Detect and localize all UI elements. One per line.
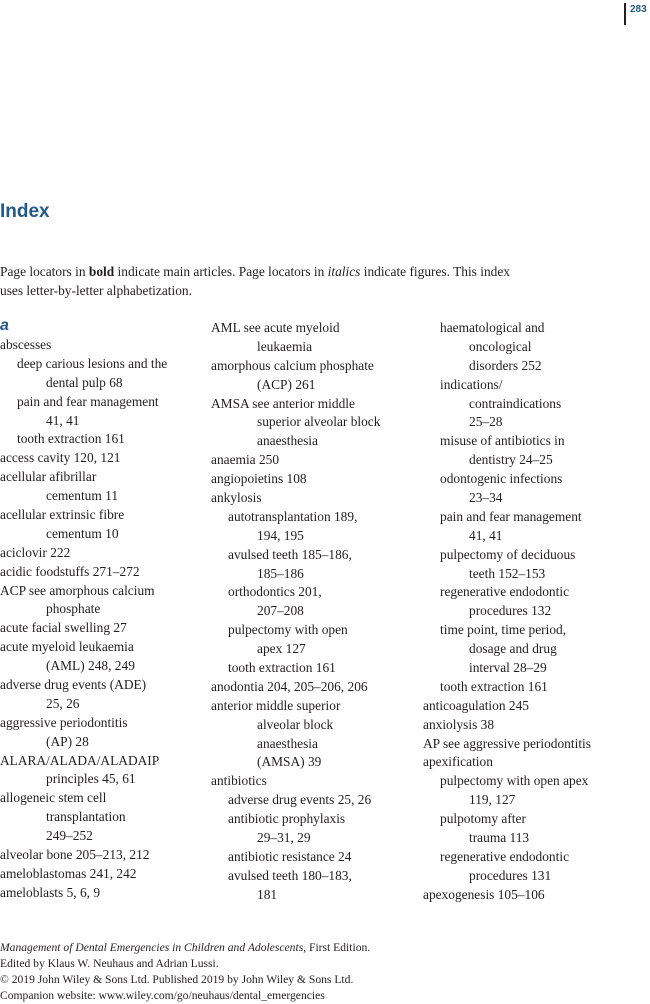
index-entry: avulsed teeth 180–183, bbox=[228, 867, 352, 883]
index-entry: ameloblasts 5, 6, 9 bbox=[0, 884, 101, 900]
index-entry: anodontia 204, 205–206, 206 bbox=[211, 678, 368, 694]
index-entry: apex 127 bbox=[257, 641, 306, 657]
index-entry: dentistry 24–25 bbox=[469, 452, 553, 468]
index-entry: AML see acute myeloid bbox=[211, 320, 340, 335]
index-entry: transplantation bbox=[46, 809, 126, 825]
footer-editors: Edited by Klaus W. Neuhaus and Adrian Lussi. bbox=[0, 957, 219, 970]
index-entry: autotransplantation 189, bbox=[228, 508, 358, 524]
index-entry: access cavity 120, 121 bbox=[0, 450, 121, 466]
index-entry: interval 28–29 bbox=[469, 660, 547, 676]
index-entry: aggressive periodontitis bbox=[0, 714, 128, 730]
index-entry: anxiolysis 38 bbox=[423, 716, 495, 732]
index-entry: 23–34 bbox=[469, 490, 503, 506]
index-entry: dosage and drug bbox=[469, 641, 557, 657]
index-entry: allogeneic stem cell bbox=[0, 790, 107, 806]
index-entry: antibiotic resistance 24 bbox=[228, 848, 352, 864]
index-entry: cementum 10 bbox=[46, 525, 119, 541]
index-entry: alveolar bone 205–213, 212 bbox=[0, 847, 150, 863]
index-entry: leukaemia bbox=[257, 338, 313, 354]
index-entry: indications/ bbox=[440, 376, 503, 392]
index-entry: phosphate bbox=[46, 601, 101, 617]
index-entry: procedures 131 bbox=[469, 867, 552, 883]
index-entry: oncological bbox=[469, 338, 532, 354]
index-entry: 25–28 bbox=[469, 414, 503, 430]
index-entry: anticoagulation 245 bbox=[423, 697, 529, 713]
index-entry: avulsed teeth 185–186, bbox=[228, 546, 352, 562]
index-entry: (ACP) 261 bbox=[257, 376, 316, 392]
index-entry: disorders 252 bbox=[469, 357, 542, 373]
index-entry: 249–252 bbox=[46, 828, 93, 844]
index-entry: ameloblastomas 241, 242 bbox=[0, 865, 137, 881]
index-entry: cementum 11 bbox=[46, 488, 119, 504]
index-entry: contraindications bbox=[469, 395, 562, 411]
index-entry: time point, time period, bbox=[440, 622, 567, 638]
index-entry: 207–208 bbox=[257, 603, 304, 619]
intro-italic-word: italics bbox=[327, 264, 361, 279]
index-entry: misuse of antibiotics in bbox=[440, 433, 565, 449]
index-entry: 181 bbox=[257, 886, 278, 902]
index-entry: acute facial swelling 27 bbox=[0, 620, 127, 636]
section-letter: a bbox=[0, 317, 9, 334]
index-entry: 41, 41 bbox=[469, 527, 503, 543]
index-entry: superior alveolar block bbox=[257, 414, 381, 430]
index-column-3 bbox=[423, 319, 648, 905]
index-entry: procedures 132 bbox=[469, 603, 552, 619]
index-entry: aciclovir 222 bbox=[0, 544, 71, 560]
footer-website: Companion website: www.wiley.com/go/neuhaus/dental_emergencies bbox=[0, 989, 325, 1002]
intro-text: uses letter-by-letter alphabetization. bbox=[0, 283, 192, 298]
index-entry: tooth extraction 161 bbox=[17, 431, 125, 447]
index-entry: haematological and bbox=[440, 320, 545, 335]
index-entry: (AP) 28 bbox=[46, 733, 89, 749]
index-entry: anaesthesia bbox=[257, 735, 318, 751]
index-entry: 185–186 bbox=[257, 565, 304, 581]
index-entry: anaesthesia bbox=[257, 433, 318, 449]
index-entry: 41, 41 bbox=[46, 412, 80, 428]
index-entry: tooth extraction 161 bbox=[228, 660, 336, 676]
index-entry: 119, 127 bbox=[469, 792, 516, 808]
copyright-footer bbox=[0, 940, 370, 1004]
index-entry: antibiotic prophylaxis bbox=[228, 811, 346, 827]
index-entry: pulpectomy with open apex bbox=[440, 773, 589, 789]
intro-bold-word: bold bbox=[88, 264, 115, 279]
intro-text: indicate figures. This index bbox=[360, 264, 510, 279]
index-entry: adverse drug events (ADE) bbox=[0, 677, 147, 693]
index-entry: pulpotomy after bbox=[440, 811, 526, 827]
index-entry: (AML) 248, 249 bbox=[46, 658, 135, 674]
index-entry: apexogenesis 105–106 bbox=[423, 886, 545, 902]
book-edition: , First Edition. bbox=[303, 941, 371, 954]
index-entry: pulpectomy of deciduous bbox=[440, 546, 576, 562]
page-title: Index bbox=[0, 201, 50, 222]
index-entry: 25, 26 bbox=[46, 695, 80, 711]
intro-text: Page locators in bbox=[0, 264, 89, 279]
index-entry: 29–31, 29 bbox=[257, 830, 311, 846]
index-entry: principles 45, 61 bbox=[46, 771, 136, 787]
index-entry: AP see aggressive periodontitis bbox=[423, 735, 591, 751]
index-entry: acellular afibrillar bbox=[0, 469, 97, 485]
index-entry: (AMSA) 39 bbox=[257, 754, 322, 770]
index-entry: apexification bbox=[423, 754, 493, 770]
index-entry: acute myeloid leukaemia bbox=[0, 639, 134, 655]
index-entry: pulpectomy with open bbox=[228, 622, 348, 638]
index-entry: AMSA see anterior middle bbox=[211, 395, 355, 411]
index-entry: ALARA/ALADA/ALADAIP bbox=[0, 752, 160, 768]
index-entry: regenerative endodontic bbox=[440, 584, 570, 600]
index-entry: ACP see amorphous calcium bbox=[0, 582, 155, 598]
index-column-2 bbox=[211, 319, 416, 905]
index-entry: antibiotics bbox=[211, 773, 267, 789]
index-entry: orthodontics 201, bbox=[228, 584, 322, 600]
index-entry: anterior middle superior bbox=[211, 697, 341, 713]
index-entry: deep carious lesions and the bbox=[17, 355, 168, 371]
index-entry: angiopoietins 108 bbox=[211, 471, 307, 487]
index-entry: dental pulp 68 bbox=[46, 374, 123, 390]
index-entry: acidic foodstuffs 271–272 bbox=[0, 563, 140, 579]
index-column-1 bbox=[0, 316, 200, 903]
index-entry: anaemia 250 bbox=[211, 452, 280, 468]
index-entry: adverse drug events 25, 26 bbox=[228, 792, 372, 808]
index-entry: acellular extrinsic fibre bbox=[0, 507, 125, 523]
index-entry: 194, 195 bbox=[257, 527, 304, 543]
index-entry: abscesses bbox=[0, 337, 52, 352]
index-entry: teeth 152–153 bbox=[469, 565, 546, 581]
page-number: 283 bbox=[624, 3, 648, 25]
index-entry: pain and fear management bbox=[17, 393, 159, 409]
index-entry: regenerative endodontic bbox=[440, 848, 570, 864]
index-entry: amorphous calcium phosphate bbox=[211, 357, 374, 373]
index-entry: alveolar block bbox=[257, 716, 334, 732]
index-intro bbox=[0, 262, 600, 300]
footer-line bbox=[0, 940, 370, 956]
index-entry: trauma 113 bbox=[469, 830, 530, 846]
index-entry: pain and fear management bbox=[440, 508, 582, 524]
index-entry: tooth extraction 161 bbox=[440, 678, 548, 694]
index-entry: ankylosis bbox=[211, 490, 262, 506]
index-entry: odontogenic infections bbox=[440, 471, 563, 487]
book-title: Management of Dental Emergencies in Children and Adolescents bbox=[0, 941, 304, 954]
intro-text: indicate main articles. Page locators in bbox=[114, 264, 328, 279]
footer-copyright: © 2019 John Wiley & Sons Ltd. Published 2019 by John Wiley & Sons Ltd. bbox=[0, 973, 354, 986]
